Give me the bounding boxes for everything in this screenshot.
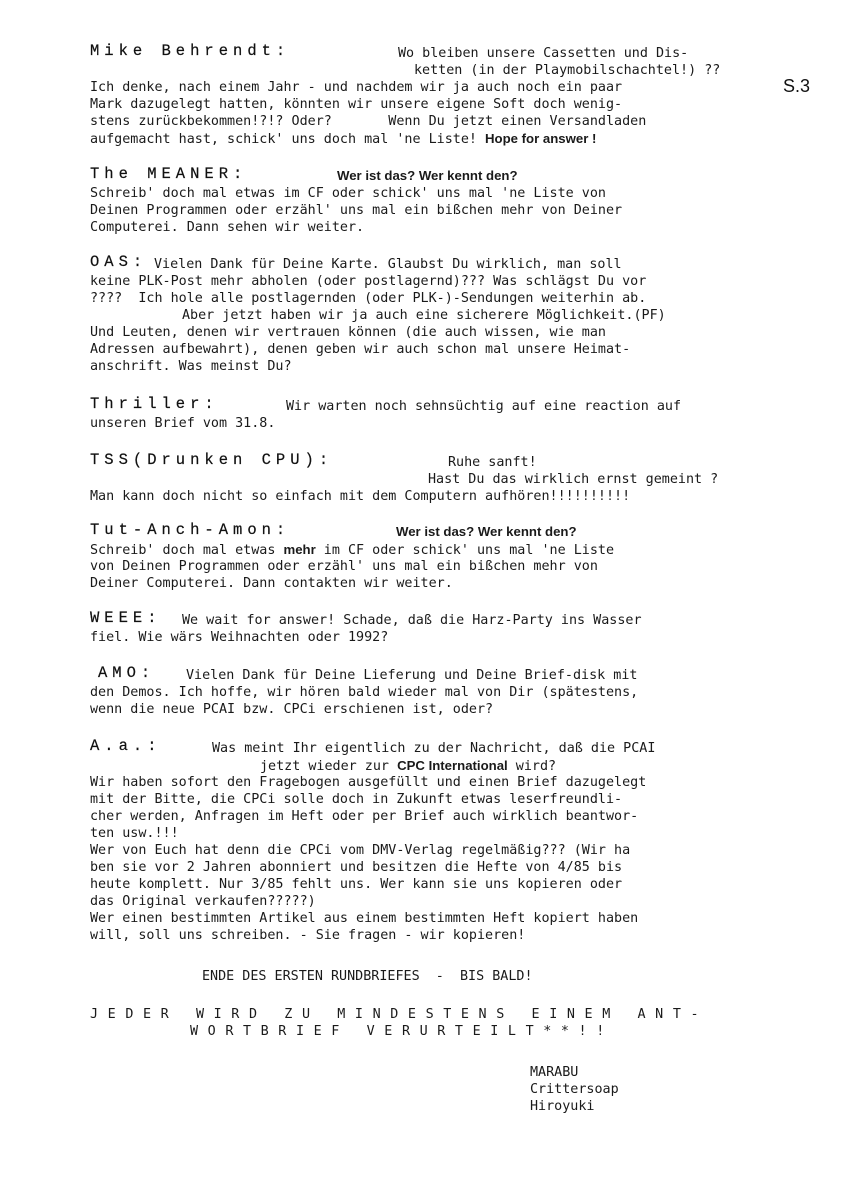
heading-oas: OAS: [90,253,148,271]
page-number: S.3 [783,76,811,96]
oas-line-7: anschrift. Was meinst Du? [90,359,292,374]
heading-weee: WEEE: [90,609,162,627]
oas-line-1: Vielen Dank für Deine Karte. Glaubst Du wirklich, man soll [154,257,622,272]
jeder-line-1: JEDER WIRD ZU MINDESTENS EINEM ANT- [90,1007,709,1022]
signature-marabu: MARABU [530,1065,579,1080]
aa-line-12: will, soll uns schreiben. - Sie fragen - wir kopieren! [90,928,526,943]
oas-line-5: Und Leuten, denen wir vertrauen können (die auch wissen, wie man [90,325,606,340]
tss-line-2: Hast Du das wirklich ernst gemeint ? [428,472,719,487]
aa-line-10: das Original verkaufen?????) [90,894,316,909]
mike-line-4: Mark dazugelegt hatten, könnten wir unsere eigene Soft doch wenig- [90,97,623,112]
signature-hiroyuki: Hiroyuki [530,1099,595,1114]
meaner-line-3: Computerei. Dann sehen wir weiter. [90,220,365,235]
heading-the-meaner: The MEANER: [90,165,248,183]
heading-amo: AMO: [98,664,156,682]
heading-mike-behrendt: Mike Behrendt: [90,42,291,60]
amo-line-3: wenn die neue PCAI bzw. CPCi erschienen ist, oder? [90,702,494,717]
tut-line-1 [90,541,614,558]
mike-line-3: Ich denke, nach einem Jahr - und nachdem wir ja auch noch ein paar [90,80,623,95]
meaner-question: Wer ist das? Wer kennt den? [337,168,518,183]
oas-line-4: Aber jetzt haben wir ja auch eine sicherere Möglichkeit.(PF) [182,308,666,323]
aa-line-1: Was meint Ihr eigentlich zu der Nachricht, daß die PCAI [212,741,656,756]
mike-line-6 [90,130,596,147]
mike-line-5: stens zurückbekommen!?!? Oder? Wenn Du jetzt einen Versandladen [90,114,647,129]
aa-line-7: Wer von Euch hat denn die CPCi vom DMV-Verlag regelmäßig??? (Wir ha [90,843,631,858]
aa-line-8: ben sie vor 2 Jahren abonniert und besitzen die Hefte von 4/85 bis [90,860,623,875]
tut-line-1b: im CF oder schick' uns mal 'ne Liste [315,543,615,558]
signature-crittersoap: Crittersoap [530,1082,619,1097]
hope-for-answer: Hope for answer ! [485,131,597,146]
tss-line-1: Ruhe sanft! [448,455,537,470]
weee-line-1: We wait for answer! Schade, daß die Harz-Party ins Wasser [182,613,642,628]
amo-line-1: Vielen Dank für Deine Lieferung und Deine Brief-disk mit [186,668,638,683]
tut-line-1a: Schreib' doch mal etwas [90,543,284,558]
heading-tut-anch-amon: Tut-Anch-Amon: [90,521,291,539]
thriller-line-2: unseren Brief vom 31.8. [90,416,276,431]
aa-line-11: Wer einen bestimmten Artikel aus einem bestimmten Heft kopiert haben [90,911,639,926]
mike-line-1: Wo bleiben unsere Cassetten und Dis- [398,46,689,61]
aa-line-2b: wird? [507,759,557,774]
weee-line-2: fiel. Wie wärs Weihnachten oder 1992? [90,630,389,645]
heading-tss-drunken-cpu: TSS(Drunken CPU): [90,451,334,469]
tut-question: Wer ist das? Wer kennt den? [396,524,577,539]
ende-line: ENDE DES ERSTEN RUNDBRIEFES - BIS BALD! [202,969,533,984]
mike-line-2: ketten (in der Playmobilschachtel!) ?? [414,63,721,78]
meaner-line-2: Deinen Programmen oder erzähl' uns mal ein bißchen mehr von Deiner [90,203,623,218]
aa-line-4: mit der Bitte, die CPCi solle doch in Zukunft etwas leserfreundli- [90,792,623,807]
thriller-line-1: Wir warten noch sehnsüchtig auf eine reaction auf [286,399,682,414]
aa-cpc-international: CPC International [397,758,508,773]
aa-line-9: heute komplett. Nur 3/85 fehlt uns. Wer kann sie uns kopieren oder [90,877,623,892]
tss-line-3: Man kann doch nicht so einfach mit dem Computern aufhören!!!!!!!!!! [90,489,631,504]
tut-mehr: mehr [283,542,316,557]
aa-line-5: cher werden, Anfragen im Heft oder per Brief auch wirklich beantwor- [90,809,639,824]
aa-line-2 [260,757,556,774]
tut-line-3: Deiner Computerei. Dann contakten wir weiter. [90,576,453,591]
jeder-line-2: WORTBRIEF VERURTEILT**!! [190,1024,614,1039]
oas-line-6: Adressen aufbewahrt), denen geben wir auch schon mal unsere Heimat- [90,342,631,357]
mike-line-6-text: aufgemacht hast, schick' uns doch mal 'ne Liste! [90,132,477,147]
oas-line-3: ???? Ich hole alle postlagernden (oder PLK-)-Sendungen weiterhin ab. [90,291,647,306]
oas-line-2: keine PLK-Post mehr abholen (oder postlagernd)??? Was schlägst Du vor [90,274,647,289]
tut-line-2: von Deinen Programmen oder erzähl' uns mal ein bißchen mehr von [90,559,598,574]
aa-line-2a: jetzt wieder zur [260,759,398,774]
aa-line-6: ten usw.!!! [90,826,179,841]
amo-line-2: den Demos. Ich hoffe, wir hören bald wieder mal von Dir (spätestens, [90,685,639,700]
aa-line-3: Wir haben sofort den Fragebogen ausgefüllt und einen Brief dazugelegt [90,775,647,790]
meaner-line-1: Schreib' doch mal etwas im CF oder schick' uns mal 'ne Liste von [90,186,606,201]
heading-aa: A.a.: [90,737,162,755]
heading-thriller: Thriller: [90,395,219,413]
